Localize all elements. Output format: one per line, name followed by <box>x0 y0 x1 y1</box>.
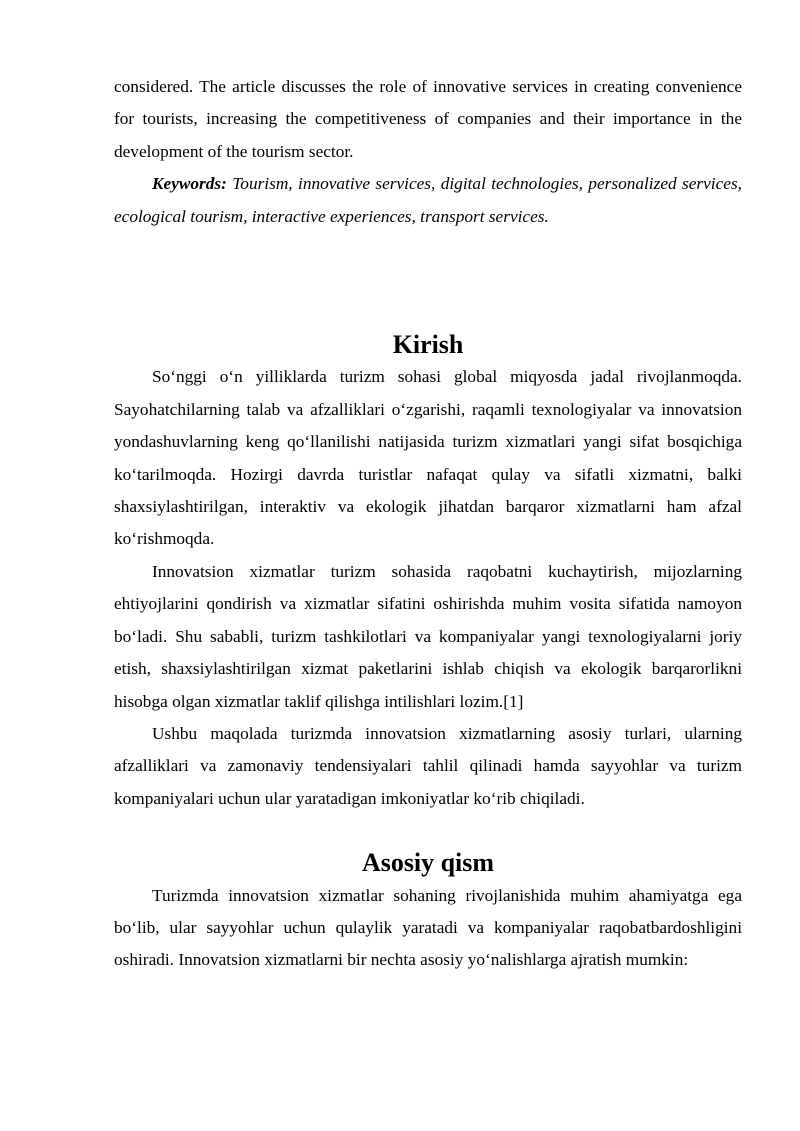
section-spacer <box>114 815 742 847</box>
intro-paragraph-3: Ushbu maqolada turizmda innovatsion xizmatlarning asosiy turlari, ularning afzalliklari va zamonaviy tendensiyalari tahlil qilinadi hamda sayyohlar va turizm kompaniyalari uchun ular yaratadigan imkoniyatlar ko‘rib chiqiladi. <box>114 723 742 808</box>
main-heading: Asosiy qism <box>362 848 494 878</box>
document-page <box>114 71 742 977</box>
section-spacer <box>114 233 742 329</box>
main-paragraph-1: Turizmda innovatsion xizmatlar sohaning rivojlanishida muhim ahamiyatga ega bo‘lib, ular sayyohlar uchun qulaylik yaratadi va kompaniyalar raqobatbardoshligini oshiradi. Innovatsion xizmatlarni bir nechta asosiy yo‘nalishlarga ajratish mumkin: <box>114 885 742 970</box>
keywords-paragraph <box>114 168 742 233</box>
intro-paragraph-2: Innovatsion xizmatlar turizm sohasida raqobatni kuchaytirish, mijozlarning ehtiyojlarini qondirish va xizmatlar sifatini oshirishda muhim vosita sifatida namoyon bo‘ladi. Shu sababli, turizm tashkilotlari va kompaniyalar yangi texnologiyalarni joriy etish, shaxsiylashtirilgan xizmat paketlarini ishlab chiqish va ekologik barqarorlikni hisobga olgan xizmatlar taklif qilishga intilishlari lozim.[1] <box>114 561 742 711</box>
keywords-text: Tourism, innovative services, digital technologies, personalized services, ecological tourism, interactive experiences, transport services. <box>114 174 742 226</box>
keywords-label: Keywords: <box>152 174 227 194</box>
abstract-continuation: considered. The article discusses the role of innovative services in creating convenience for tourists, increasing the competitiveness of companies and their importance in the development of the tourism sector. <box>114 77 742 161</box>
intro-heading: Kirish <box>392 330 464 360</box>
intro-paragraph-1: So‘nggi o‘n yilliklarda turizm sohasi global miqyosda jadal rivojlanmoqda. Sayohatchilarning talab va afzalliklari o‘zgarishi, raqamli texnologiyalar va innovatsion yondashuvlarning keng qo‘llanilishi natijasida turizm xizmatlari yangi sifat bosqichiga ko‘tarilmoqda. Hozirgi davrda turistlar nafaqat qulay va sifatli xizmatni, balki shaxsiylashtirilgan, interaktiv va ekologik jihatdan barqaror xizmatlarni ham afzal ko‘rishmoqda. <box>114 367 742 549</box>
